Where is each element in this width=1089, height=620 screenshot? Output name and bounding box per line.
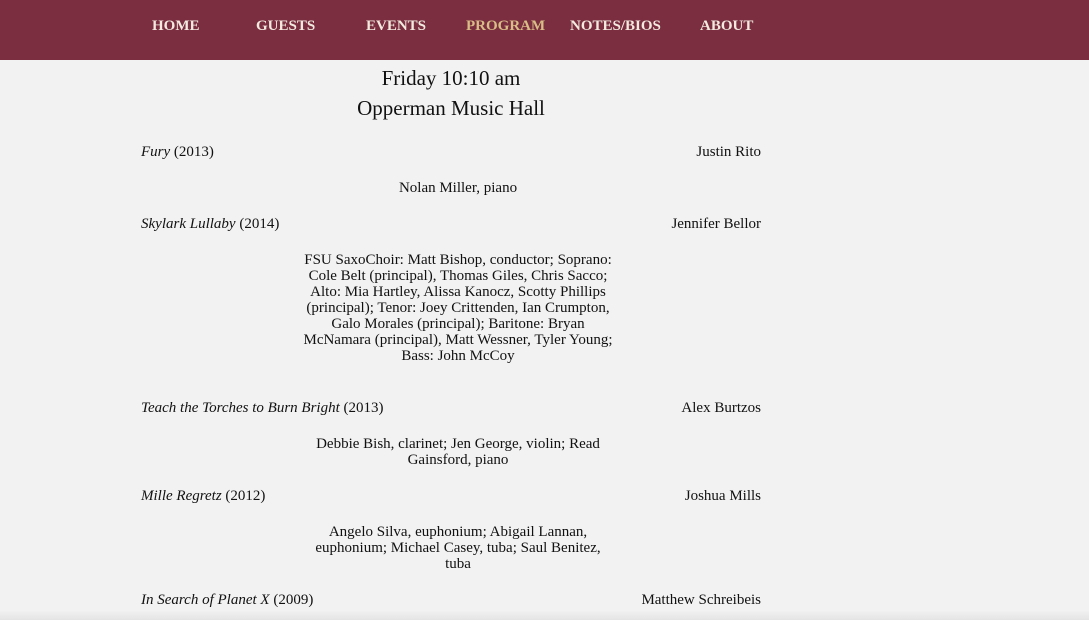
performers-list: Nolan Miller, piano <box>398 180 518 196</box>
piece-year: (2013) <box>173 144 214 160</box>
composer-name: Jennifer Bellor <box>671 216 761 232</box>
nav-guests-link[interactable]: GUESTS <box>256 18 316 34</box>
performers-list: Angelo Silva, euphonium; Abigail Lannan, euphonium; Michael Casey, tuba; Saul Benitez, tuba <box>315 524 601 572</box>
bottom-shadow <box>0 610 1089 620</box>
concert-venue-heading: Opperman Music Hall <box>357 96 545 120</box>
composer-name: Alex Burtzos <box>681 400 761 416</box>
piece-year: (2009) <box>273 592 314 608</box>
composer-name: Justin Rito <box>696 144 761 160</box>
composer-name: Matthew Schreibeis <box>641 592 761 608</box>
nav-notes-bios-link[interactable]: NOTES/BIOS <box>570 18 661 34</box>
concert-time-heading: Friday 10:10 am <box>381 66 521 90</box>
piece-title-row <box>141 488 265 505</box>
nav-home-link[interactable]: HOME <box>152 18 200 34</box>
performers-list: Debbie Bish, clarinet; Jen George, violin; Read Gainsford, piano <box>316 436 600 468</box>
piece-year: (2012) <box>225 488 266 504</box>
piece-title-row <box>141 400 384 417</box>
piece-title: Skylark Lullaby <box>141 216 236 232</box>
piece-title-row <box>141 216 279 233</box>
performers-list: FSU SaxoChoir: Matt Bishop, conductor; Soprano: Cole Belt (principal), Thomas Giles, Chris Sacco; Alto: Mia Hartley, Alissa Kanocz, Scotty Phillips (principal); Tenor: Joey Crittenden, Ian Crumpton, Galo Morales (principal); Baritone: Bryan McNamara (principal), Matt Wessner, Tyler Young; Bass: John McCoy <box>303 252 613 364</box>
piece-title: Teach the Torches to Burn Bright <box>141 400 340 416</box>
piece-year: (2014) <box>239 216 280 232</box>
nav-events-link[interactable]: EVENTS <box>366 18 427 34</box>
piece-title: In Search of Planet X <box>141 592 270 608</box>
nav-about-link[interactable]: ABOUT <box>700 18 754 34</box>
composer-name: Joshua Mills <box>684 488 761 504</box>
piece-title: Mille Regretz <box>141 488 222 504</box>
piece-title-row <box>141 144 214 161</box>
nav-program-link[interactable]: PROGRAM <box>466 18 546 34</box>
piece-year: (2013) <box>343 400 384 416</box>
top-navigation-bar <box>0 0 1089 60</box>
piece-title-row <box>141 592 313 609</box>
piece-title: Fury <box>141 144 171 160</box>
